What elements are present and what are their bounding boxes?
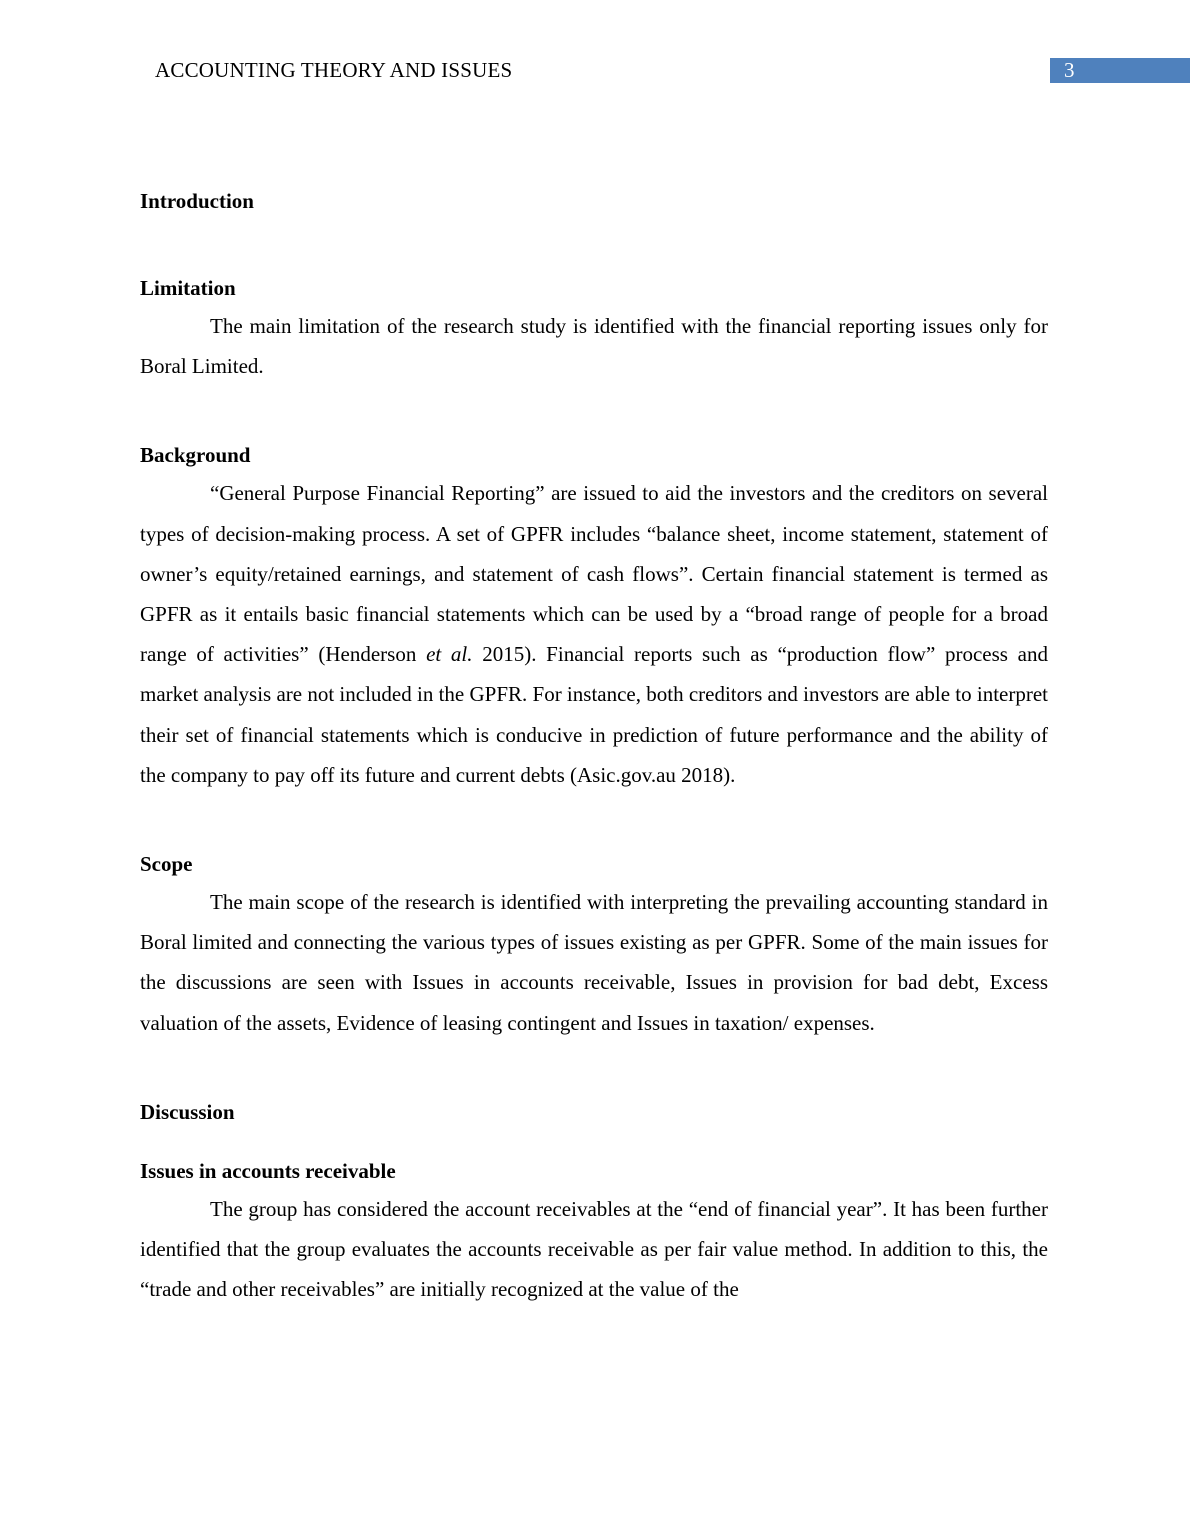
spacer [140,795,1048,846]
background-citation-italic: et al. [426,642,473,667]
background-text-part1: “General Purpose Financial Reporting” are issued to aid the investors and the creditors on several types of decision-making process. A set of GPFR includes “balance sheet, income statement, statement of owner’s equity/retained earnings, and statement of cash flows”. Certain financial statement is termed as GPFR as it entails basic financial statements which can be used by a “broad range of people for a broad range of activities” (Henderson [140,481,1048,667]
heading-accounts-receivable: Issues in accounts receivable [140,1158,396,1183]
heading-limitation: Limitation [140,276,236,300]
page-number-badge [1050,58,1190,83]
heading-discussion: Discussion [140,1099,235,1124]
heading-introduction: Introduction [140,189,254,213]
background-text-part2: 2015). Financial reports such as “production flow” process and market analysis are not included in the GPFR. For instance, both creditors and investors are able to interpret their set of financial statements which is conducive in prediction of future performance and the ability of the company to pay off its future and current debts (Asic.gov.au 2018). [140,642,1049,787]
page-number: 3 [1064,58,1075,82]
heading-scope: Scope [140,852,193,877]
spacer [140,386,1048,437]
document-body [140,183,1048,1309]
paragraph-scope: The main scope of the research is identified with interpreting the prevailing accounting standard in Boral limited and connecting the various types of issues existing as per GPFR. Some of the main issues for the discussions are seen with Issues in accounts receivable, Issues in provision for bad debt, Excess valuation of the assets, Evidence of leasing contingent and Issues in taxation/ expenses. [140,890,1048,1035]
paragraph-accounts-receivable: The group has considered the account receivables at the “end of financial year”. It has been further identified that the group evaluates the accounts receivable as per fair value method. In addition to this, the “trade and other receivables” are initially recognized at the value of the [140,1196,1048,1302]
running-title: ACCOUNTING THEORY AND ISSUES [155,58,513,82]
spacer [140,219,1048,270]
heading-background: Background [140,443,251,468]
spacer [140,1043,1048,1094]
paragraph-limitation: The main limitation of the research study is identified with the financial reporting issues only for Boral Limited. [140,314,1048,379]
spacer [140,1130,1048,1153]
paragraph-background [140,473,1048,795]
